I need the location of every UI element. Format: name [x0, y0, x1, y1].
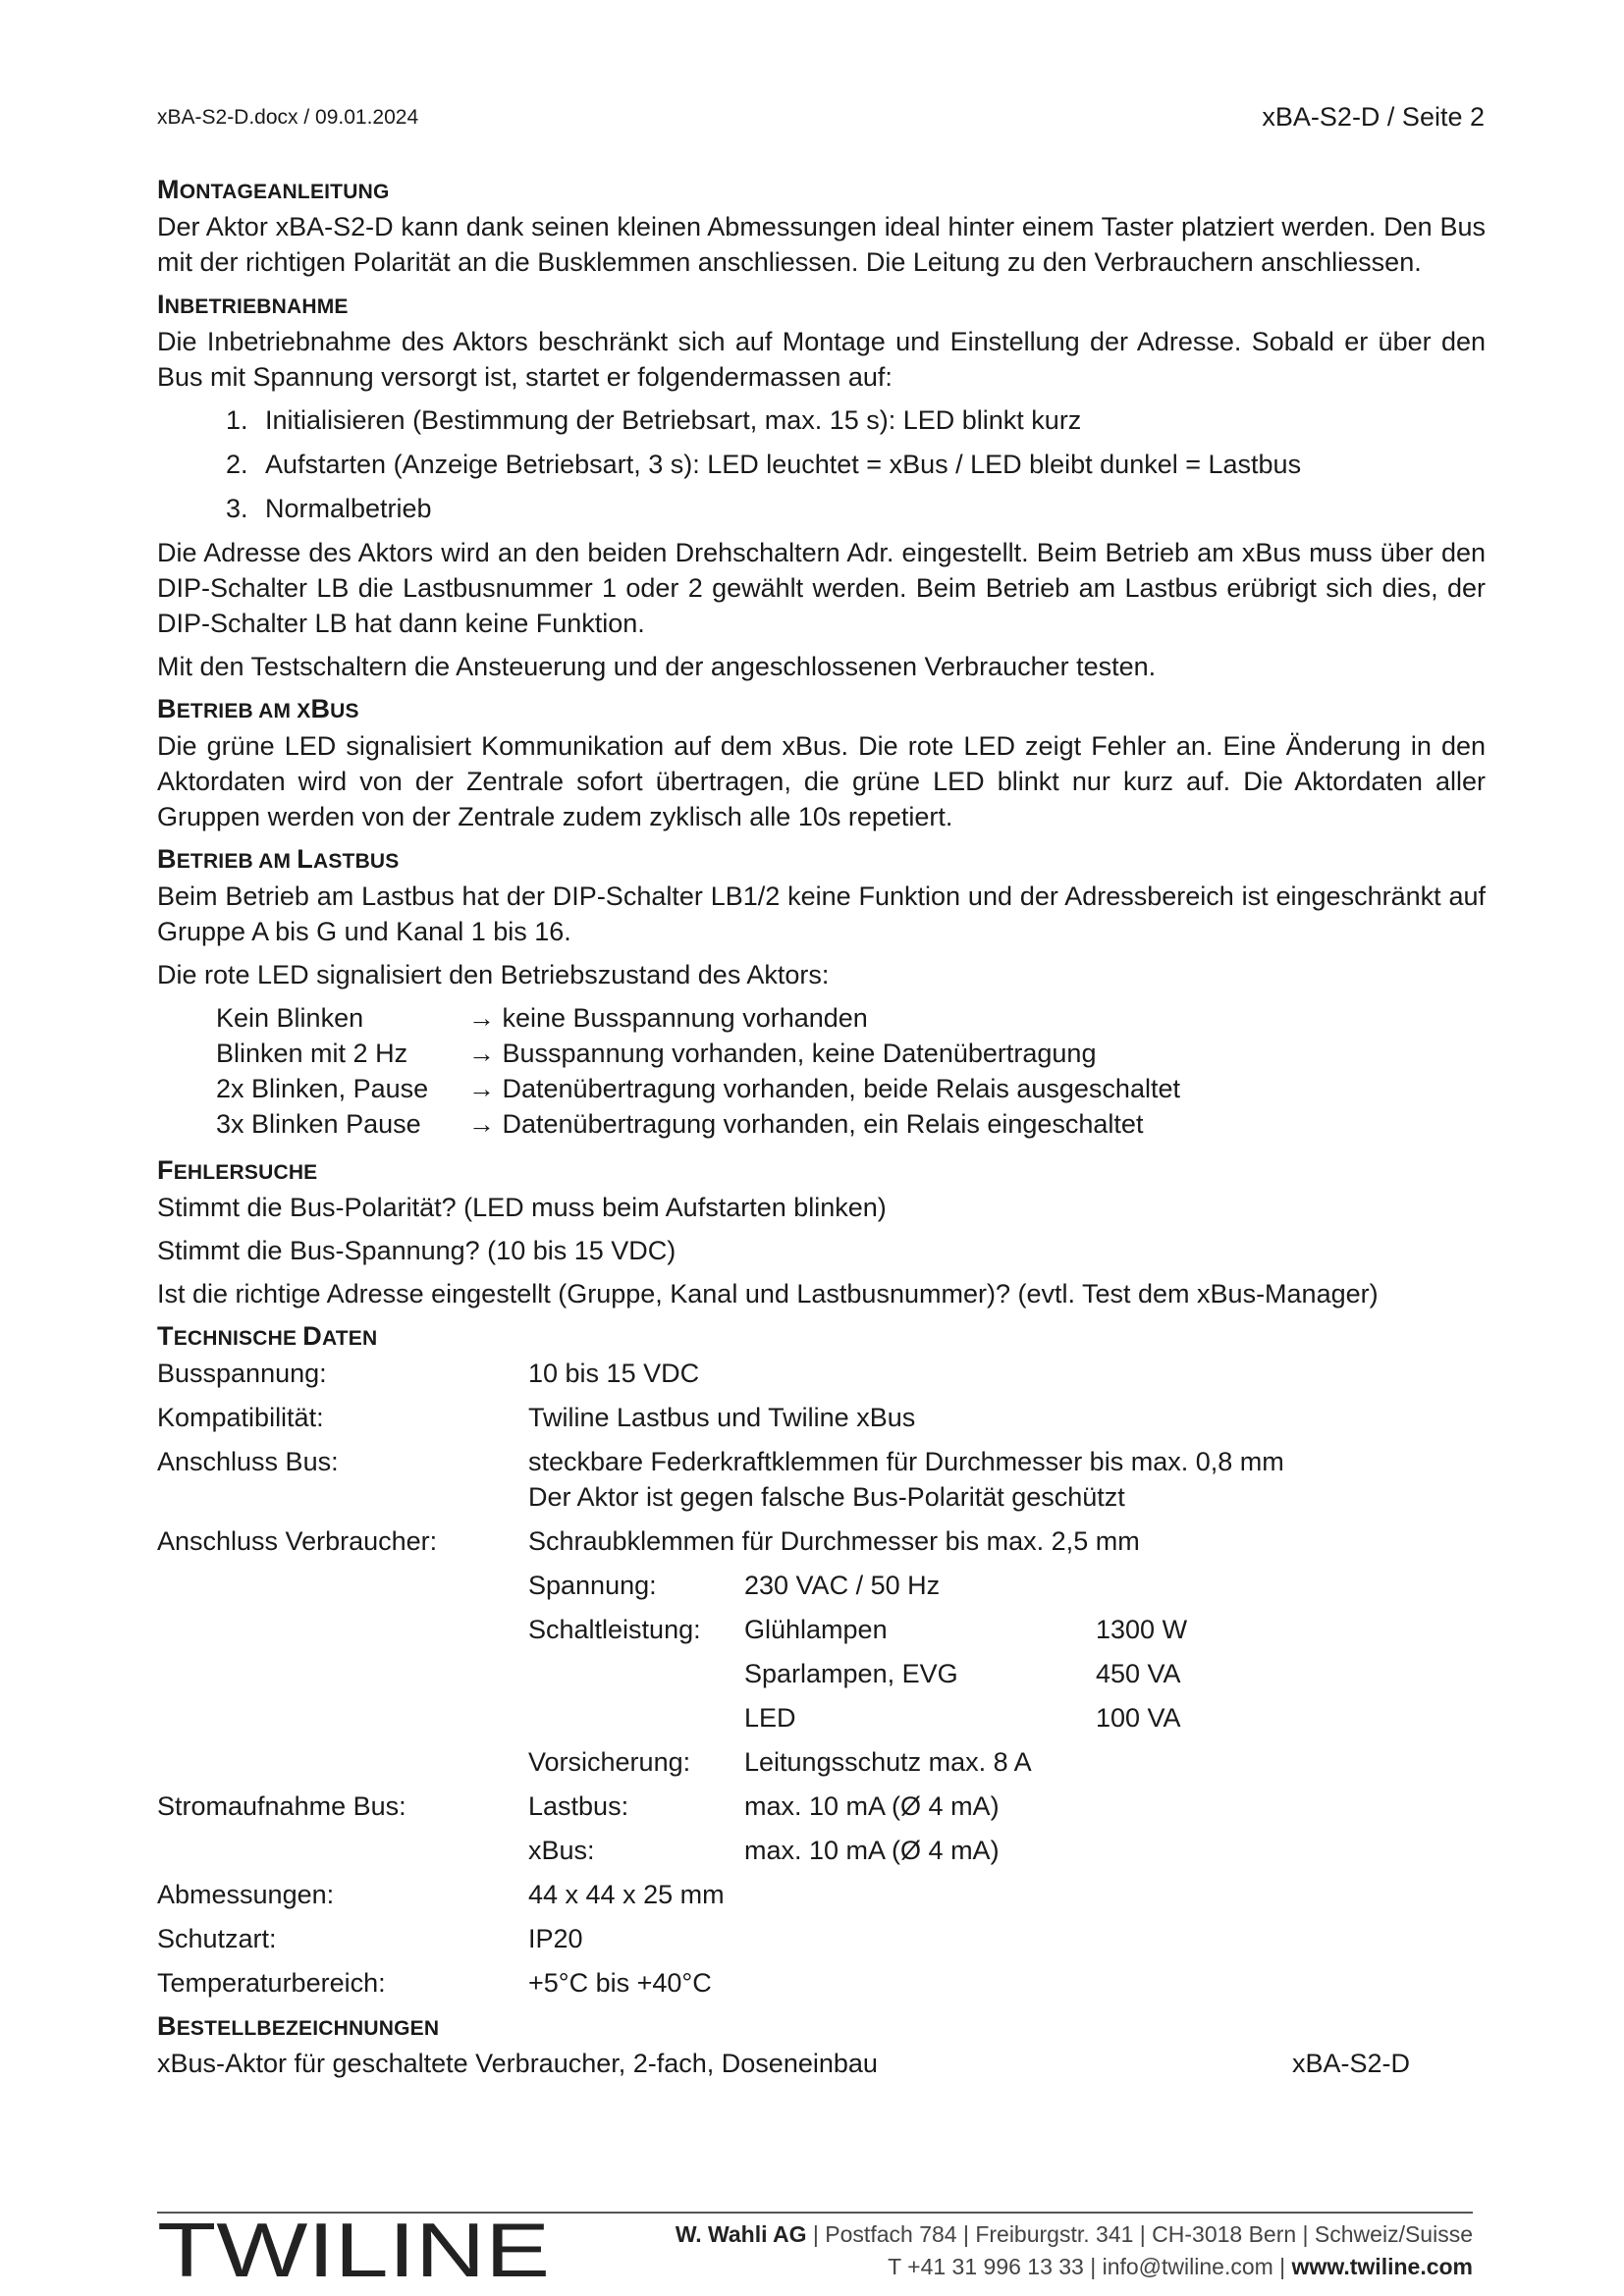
technical-data-table [157, 1356, 1486, 2001]
led-state: 3x Blinken Pause [216, 1109, 421, 1139]
spec-key: Busspannung: [157, 1359, 327, 1388]
company-address-block [676, 2218, 1473, 2283]
spec-subkey: Schaltleistung: [528, 1615, 701, 1644]
spec-value: 230 VAC / 50 Hz [744, 1571, 941, 1600]
address-text: Die Adresse des Aktors wird an den beiden Drehschaltern Adr. eingestellt. Beim Betrieb am xBus muss über den DIP-Schalter LB die Lastbusnummer 1 oder 2 gewählt werden. Beim Betrieb am Lastbus erübrigt sich dies, der DIP-Schalter LB hat dann keine Funktion. [157, 538, 1486, 638]
company-contact-line: T +41 31 996 13 33 | info@twiline.com | www.twiline.com [888, 2254, 1473, 2279]
svg-text:TWILINE: TWILINE [157, 2216, 550, 2284]
spec-row [157, 1921, 1486, 1956]
heading-fehlersuche: FEHLERSUCHE [157, 1155, 318, 1185]
troubleshoot-line: Stimmt die Bus-Spannung? (10 bis 15 VDC) [157, 1236, 677, 1265]
led-state: Kein Blinken [216, 1003, 364, 1033]
spec-subkey: Lastbus: [528, 1791, 629, 1821]
troubleshoot-line: Ist die richtige Adresse eingestellt (Gruppe, Kanal und Lastbusnummer)? (evtl. Test dem xBus-Manager) [157, 1279, 1379, 1308]
test-text: Mit den Testschaltern die Ansteuerung und der angeschlossenen Verbraucher testen. [157, 652, 1157, 681]
load-type: LED [744, 1703, 796, 1733]
spec-row [157, 1789, 1486, 1824]
spec-row [157, 1965, 1486, 2001]
spec-row [157, 1833, 1486, 1868]
spec-value: Schraubklemmen für Durchmesser bis max. 2,5 mm [528, 1526, 1140, 1556]
lastbus-text: Beim Betrieb am Lastbus hat der DIP-Schalter LB1/2 keine Funktion und der Adressbereich ist eingeschränkt auf Gruppe A bis G und Kanal 1 bis 16. [157, 881, 1486, 946]
spec-value: 10 bis 15 VDC [528, 1359, 700, 1388]
spec-row [157, 1700, 1486, 1735]
company-name: W. Wahli AG [675, 2221, 807, 2247]
startup-step: 2. Aufstarten (Anzeige Betriebsart, 3 s): LED leuchtet = xBus / LED bleibt dunkel = Lastbus [255, 447, 1486, 482]
spec-row [157, 1744, 1486, 1780]
led-intro: Die rote LED signalisiert den Betriebszustand des Aktors: [157, 960, 830, 989]
spec-key: Anschluss Verbraucher: [157, 1526, 438, 1556]
spec-value: max. 10 mA (Ø 4 mA) [744, 1791, 1000, 1821]
load-value: 450 VA [1096, 1659, 1181, 1688]
startup-step: 3. Normalbetrieb [255, 491, 1486, 526]
load-type: Sparlampen, EVG [744, 1659, 958, 1688]
led-state: 2x Blinken, Pause [216, 1074, 429, 1103]
spec-subkey: Spannung: [528, 1571, 657, 1600]
spec-subkey: Vorsicherung: [528, 1747, 691, 1777]
spec-value: IP20 [528, 1924, 583, 1953]
heading-bestellbezeichnungen: BESTELLBEZEICHNUNGEN [157, 2011, 440, 2041]
order-description: xBus-Aktor für geschaltete Verbraucher, 2-fach, Doseneinbau [157, 2049, 878, 2078]
montage-text: Der Aktor xBA-S2-D kann dank seinen kleinen Abmessungen ideal hinter einem Taster platziert werden. Den Bus mit der richtigen Polarität an die Busklemmen anschliessen. Die Leitung zu den Verbrauchern anschliessen. [157, 212, 1486, 277]
spec-row [157, 1444, 1486, 1515]
heading-betrieb-xbus: BETRIEB AM XBUS [157, 694, 359, 723]
spec-value: Twiline Lastbus und Twiline xBus [528, 1403, 916, 1432]
spec-key: Schutzart: [157, 1924, 277, 1953]
spec-key: Anschluss Bus: [157, 1447, 339, 1476]
led-state-row [157, 1071, 1486, 1106]
spec-value: steckbare Federkraftklemmen für Durchmesser bis max. 0,8 mm Der Aktor ist gegen falsche Bus-Polarität geschützt [528, 1447, 1284, 1512]
spec-row [157, 1400, 1486, 1435]
heading-betrieb-lastbus: BETRIEB AM LASTBUS [157, 844, 400, 874]
load-type: Glühlampen [744, 1615, 888, 1644]
inbetrieb-intro: Die Inbetriebnahme des Aktors beschränkt sich auf Montage und Einstellung der Adresse. Sobald er über den Bus mit Spannung versorgt ist, startet er folgendermassen auf: [157, 327, 1486, 392]
spec-row [157, 1568, 1486, 1603]
startup-step: 1. Initialisieren (Bestimmung der Betriebsart, max. 15 s): LED blinkt kurz [255, 402, 1486, 438]
twiline-logo [157, 2216, 552, 2284]
spec-row [157, 1356, 1486, 1391]
led-meaning: → Datenübertragung vorhanden, beide Relais ausgeschaltet [468, 1074, 1180, 1103]
spec-row [157, 1656, 1486, 1691]
order-code: xBA-S2-D [1291, 2049, 1410, 2078]
heading-technische-daten: TECHNISCHE DATEN [157, 1321, 378, 1351]
company-website: www.twiline.com [1291, 2254, 1473, 2279]
company-address-line: W. Wahli AG | Postfach 784 | Freiburgstr. 341 | CH-3018 Bern | Schweiz/Suisse [675, 2221, 1473, 2247]
spec-key: Abmessungen: [157, 1880, 335, 1909]
document-body [157, 169, 1486, 2081]
spec-key: Stromaufnahme Bus: [157, 1791, 406, 1821]
order-row [157, 2046, 1410, 2081]
spec-value: 44 x 44 x 25 mm [528, 1880, 725, 1909]
footer-divider [157, 2212, 1473, 2214]
heading-inbetriebnahme: INBETRIEBNAHME [157, 290, 349, 319]
xbus-text: Die grüne LED signalisiert Kommunikation auf dem xBus. Die rote LED zeigt Fehler an. Eine Änderung in den Aktordaten wird von der Zentrale sofort übertragen, die grüne LED blinkt nur kurz auf. Die Aktordaten aller Gruppen werden von der Zentrale zudem zyklisch alle 10s repetiert. [157, 731, 1486, 831]
startup-steps-list [157, 402, 1486, 526]
heading-montageanleitung: MONTAGEANLEITUNG [157, 175, 390, 204]
spec-value: Leitungsschutz max. 8 A [744, 1747, 1032, 1777]
spec-value: +5°C bis +40°C [528, 1968, 712, 1998]
document-page-label: xBA-S2-D / Seite 2 [1262, 102, 1485, 132]
document-filename-date: xBA-S2-D.docx / 09.01.2024 [157, 106, 419, 129]
led-state-row [157, 1106, 1486, 1142]
load-value: 1300 W [1096, 1615, 1188, 1644]
spec-row [157, 1612, 1486, 1647]
troubleshoot-line: Stimmt die Bus-Polarität? (LED muss beim Aufstarten blinken) [157, 1193, 887, 1222]
led-state-row [157, 1036, 1486, 1071]
spec-row [157, 1523, 1486, 1559]
led-meaning: → Datenübertragung vorhanden, ein Relais eingeschaltet [468, 1109, 1144, 1139]
spec-row [157, 1877, 1486, 1912]
spec-key: Temperaturbereich: [157, 1968, 386, 1998]
spec-value: max. 10 mA (Ø 4 mA) [744, 1836, 1000, 1865]
load-value: 100 VA [1096, 1703, 1181, 1733]
led-state: Blinken mit 2 Hz [216, 1039, 408, 1068]
led-meaning: → Busspannung vorhanden, keine Datenübertragung [468, 1039, 1097, 1068]
led-meaning: → keine Busspannung vorhanden [468, 1003, 868, 1033]
led-state-list [157, 1000, 1486, 1142]
spec-key: Kompatibilität: [157, 1403, 324, 1432]
led-state-row [157, 1000, 1486, 1036]
spec-subkey: xBus: [528, 1836, 595, 1865]
